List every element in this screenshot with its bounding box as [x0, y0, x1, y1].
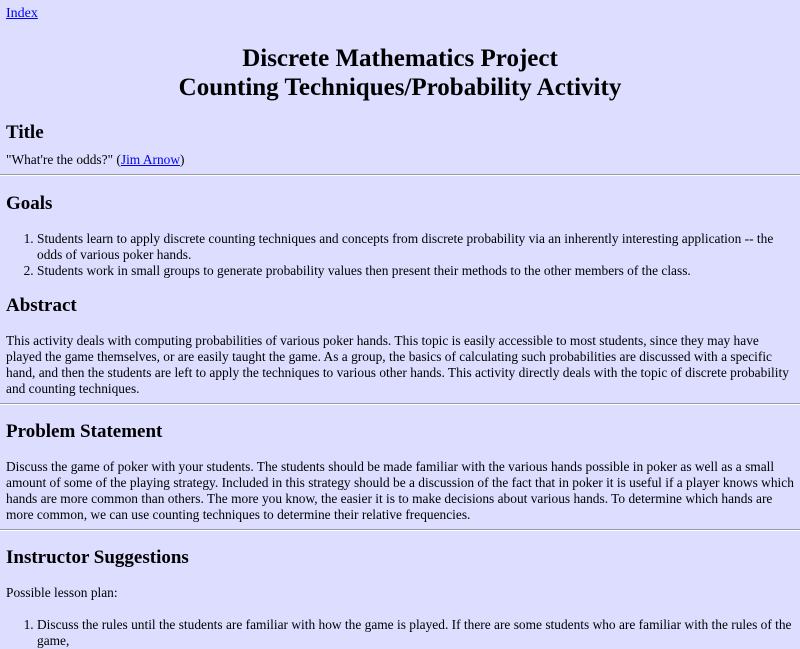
goal-item-1: 1. Students learn to apply discrete counting techniques and concepts from discrete probability via an inherently interesting application -- the odds of various poker hands.	[37, 231, 794, 263]
abstract-heading: Abstract	[6, 295, 77, 316]
title-quote-text: "What're the odds?" (	[6, 152, 121, 167]
title-heading: Title	[6, 122, 44, 143]
title-close-paren: )	[180, 152, 185, 167]
title-quote	[6, 152, 794, 168]
lesson-plan-item-1: 1. Discuss the rules until the students are familiar with how the game is played. If there are some students who are familiar with the rules of the game,	[37, 617, 794, 649]
page-title	[6, 44, 794, 102]
page-title-line2: Counting Techniques/Probability Activity	[178, 74, 622, 101]
index-link[interactable]: Index	[6, 6, 38, 21]
goal-item-2: 2. Students work in small groups to generate probability values then present their methods to the other members of the class.	[37, 263, 794, 279]
divider	[0, 529, 800, 531]
page-title-line1: Discrete Mathematics Project	[242, 45, 558, 72]
abstract-text: This activity deals with computing probabilities of various poker hands. This topic is easily accessible to most students, since they may have played the game themselves, or are easily taught the game. As a group, the basics of calculating such probabilities are discussed with a specific hand, and then the students are left to apply the techniques to various other hands. This activity directly deals with the topic of discrete probability and counting techniques.	[6, 333, 789, 396]
author-link[interactable]: Jim Arnow	[120, 152, 181, 167]
divider	[0, 174, 800, 176]
instructor-suggestions-heading: Instructor Suggestions	[6, 547, 189, 568]
problem-statement-heading: Problem Statement	[6, 421, 163, 442]
goals-list	[6, 231, 794, 279]
lesson-plan-intro: Possible lesson plan:	[6, 585, 118, 600]
lesson-plan-list	[6, 617, 794, 649]
goals-heading: Goals	[6, 193, 53, 214]
divider	[0, 403, 800, 405]
problem-statement-text: Discuss the game of poker with your students. The students should be made familiar with the various hands possible in poker as well as a small amount of some of the playing strategy. Included in this strategy should be a discussion of the fact that in poker it is useful if a player knows which hands are more common than others. The more you know, the easier it is to make decisions about various hands. To determine which hands are more common, we can use counting techniques to determine their relative frequencies.	[6, 459, 794, 522]
